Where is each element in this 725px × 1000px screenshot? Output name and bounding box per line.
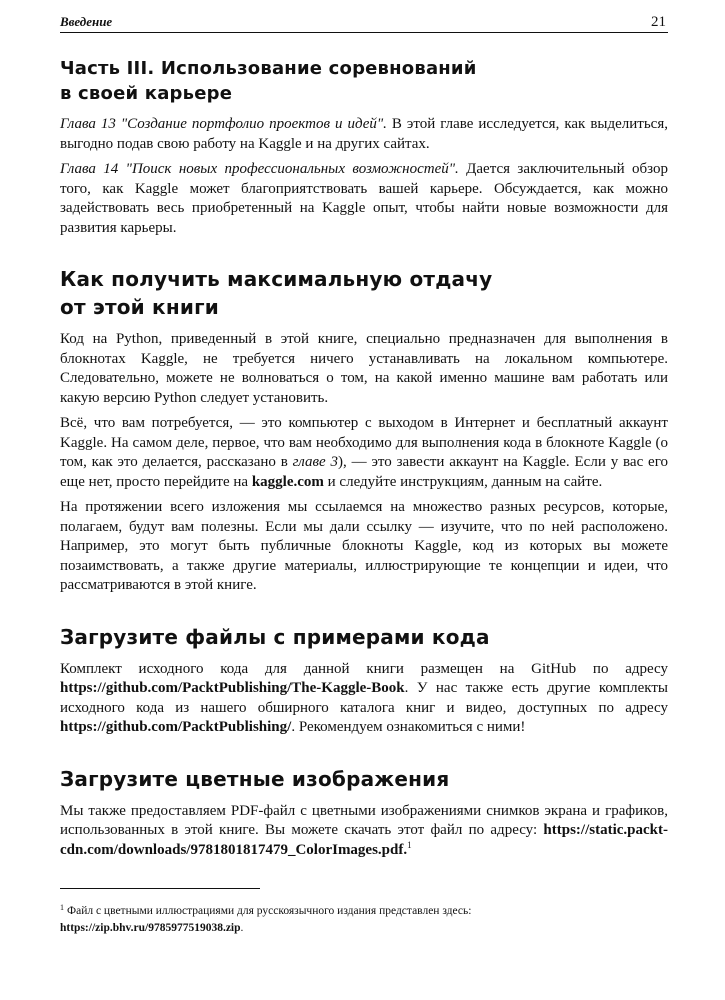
book-page <box>60 14 668 937</box>
download-code-text-b: . У нас также есть другие комплекты исходного кода из нашего обширного каталога книг и видео, доступных по адресу <box>60 680 668 716</box>
download-code-paragraph <box>60 660 668 738</box>
chapter-14-ref: Глава 14 "Поиск новых профессиональных возможностей". <box>60 161 459 177</box>
kaggle-link[interactable]: kaggle.com <box>251 473 324 490</box>
how-to-use-heading-line1: Как получить максимальную отдачу <box>60 267 493 291</box>
download-code-text-c: . Рекомендуем ознакомиться с ними! <box>291 719 526 735</box>
footnote <box>60 899 668 937</box>
footnote-link[interactable]: https://zip.bhv.ru/9785977519038.zip <box>60 922 241 934</box>
section-download-code <box>60 623 668 738</box>
running-header <box>60 14 668 33</box>
how-to-use-heading <box>60 265 668 321</box>
p2-text-b: ), — это завести аккаунт на Kaggle. Если у вас его еще нет, просто перейдите на <box>60 454 668 490</box>
chapter-13-ref: Глава 13 "Создание портфолио проектов и идей". <box>60 116 387 132</box>
footnote-divider <box>60 888 260 889</box>
download-images-text-a: Мы также предоставляем PDF-файл с цветными изображениями снимков экрана и графиков, использованных в этой книге. Вы можете скачать этот файл по адресу: <box>60 802 668 838</box>
p2-text-c: и следуйте инструкциям, данным на сайте. <box>323 473 603 490</box>
p2-text-a: Всё, что вам потребуется, — это компьютер с выходом в Интернет и бесплатный аккаунт Kaggle. На самом деле, первое, что вам необходимо для выполнения кода в блокноте Kaggle (о том, как это делается, рассказано в <box>60 415 668 470</box>
download-code-heading: Загрузите файлы с примерами кода <box>60 624 490 649</box>
download-images-text-b: . <box>403 841 408 858</box>
download-images-heading: Загрузите цветные изображения <box>60 766 450 791</box>
chapter-13-description <box>60 115 668 154</box>
page-number: 21 <box>651 14 666 30</box>
footnote-end: . <box>240 922 244 934</box>
how-to-use-paragraph-3: На протяжении всего изложения мы ссылаемся на множество разных ресурсов, которые, полагаем, будут вам полезны. Если мы дали ссылку — изучите, что по ней расположено. Например, это могут быть публичные блокноты Kaggle, код из которых вы можете позаимствовать, а также другие материалы, иллюстрирующие те концепции и идеи, что рассматриваются в этой книге. <box>60 499 668 593</box>
how-to-use-paragraph-2 <box>60 414 668 492</box>
footnote-reference[interactable]: 1 <box>407 839 412 850</box>
download-images-paragraph <box>60 802 668 861</box>
how-to-use-paragraph-1: Код на Python, приведенный в этой книге, специально предназначен для выполнения в блокнотах Kaggle, не требуется ничего устанавливать на локальном компьютере. Следовательно, можете не волноваться о том, на какой именно машине вам работать или какую версию Python следует установить. <box>60 331 668 406</box>
part-3-heading-line2: в своей карьере <box>60 83 233 104</box>
chapter-14-description <box>60 160 668 238</box>
running-header-section: Введение <box>60 14 113 29</box>
github-packt-link[interactable]: https://github.com/PacktPublishing/ <box>60 719 292 735</box>
section-how-to-use <box>60 265 668 596</box>
chapter-14-text: Дается заключительный обзор того, как Kaggle может благоприятствовать вашей карьере. Обсуждается, как можно задействовать весь приобретенный на Kaggle опыт, чтобы найти новые возможности для развития карьеры. <box>60 161 668 236</box>
section-part-3 <box>60 56 668 238</box>
part-3-heading-line1: Часть III. Использование соревнований <box>60 58 477 79</box>
github-book-link[interactable]: https://github.com/PacktPublishing/The-Kaggle-Book <box>60 680 405 696</box>
download-code-text-a: Комплект исходного кода для данной книги размещен на GitHub по адресу <box>60 660 668 677</box>
section-download-images <box>60 765 668 861</box>
footnote-mark: 1 <box>60 903 64 912</box>
footnote-text: Файл с цветными иллюстрациями для русскоязычного издания представлен здесь: <box>67 905 472 917</box>
chapter-3-ref: главе 3 <box>292 454 339 470</box>
how-to-use-heading-line2: от этой книги <box>60 295 219 319</box>
part-3-heading <box>60 56 668 106</box>
chapter-13-text: В этой главе исследуется, как выделиться, выгодно подав свою работу на Kaggle и на других сайтах. <box>60 116 668 152</box>
color-images-link[interactable]: https://static.packt-cdn.com/downloads/9781801817479_ColorImages.pdf <box>60 822 668 858</box>
